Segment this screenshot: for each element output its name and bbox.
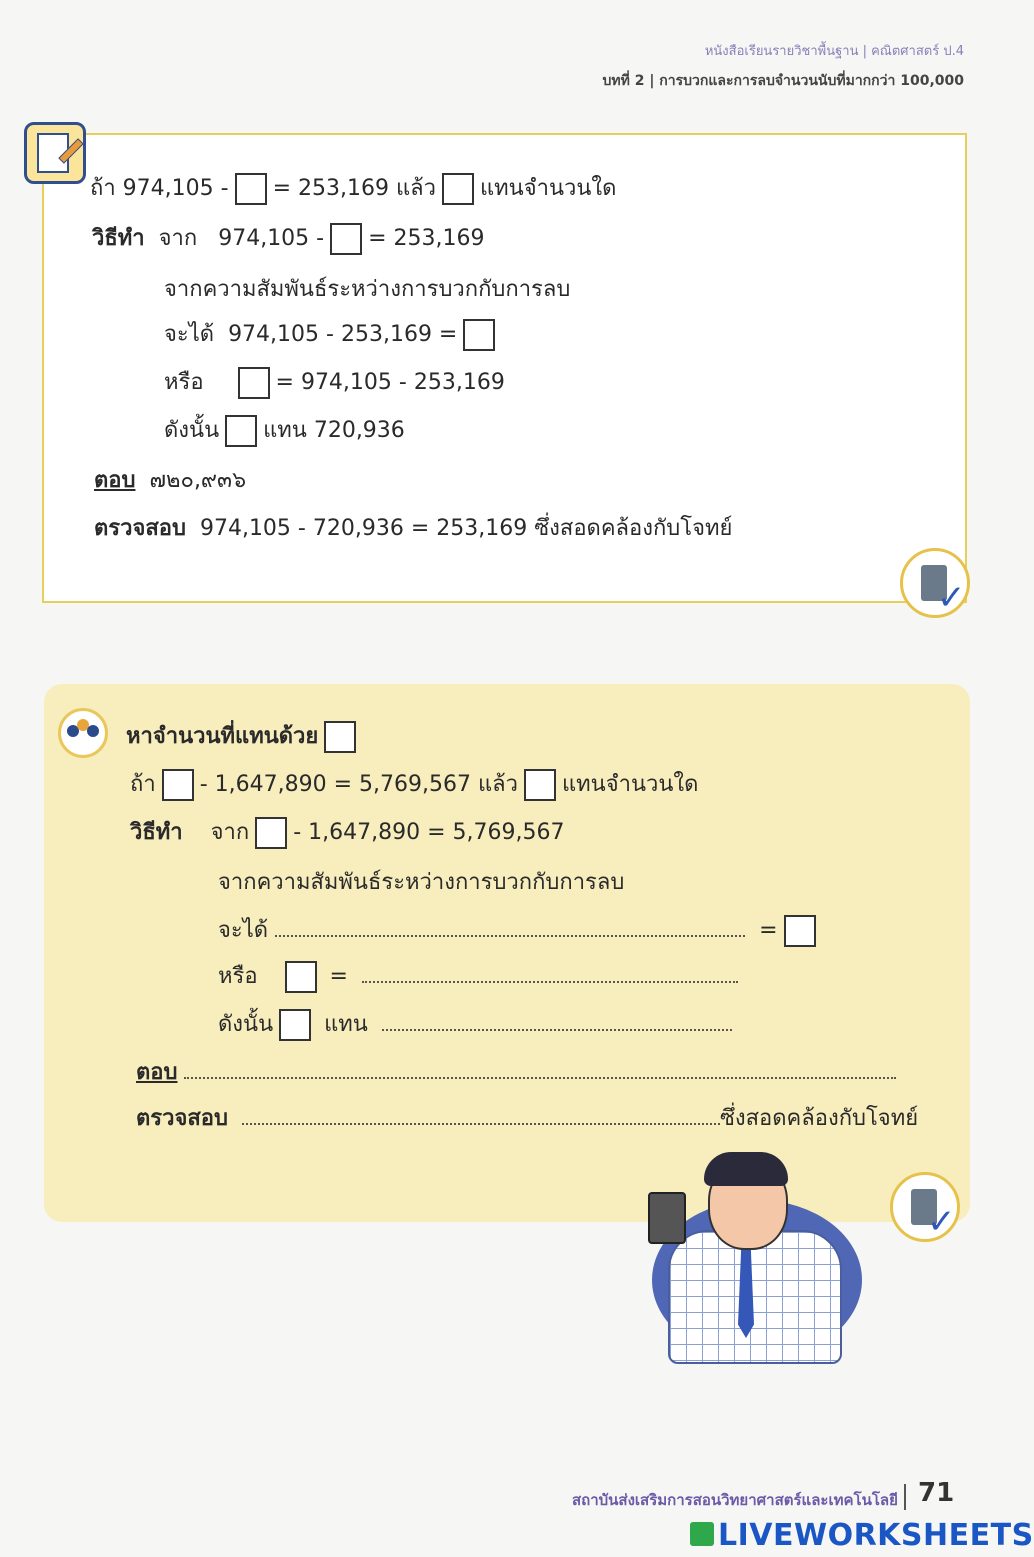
group-people-icon xyxy=(58,708,108,758)
exercise-title: หาจำนวนที่แทนด้วย xyxy=(126,718,362,753)
liveworksheets-logo: LIVEWORKSHEETS xyxy=(718,1518,1034,1553)
example-get: จะได้ 974,105 - 253,169 = xyxy=(164,316,501,351)
answer-box xyxy=(330,223,362,255)
answer-box[interactable] xyxy=(524,769,556,801)
publisher-name: สถาบันส่งเสริมการสอนวิทยาศาสตร์และเทคโนโลยี xyxy=(572,1491,898,1509)
chapter-title: บทที่ 2 | การบวกและการลบจำนวนนับที่มากกว่า 100,000 xyxy=(602,73,964,89)
note-pencil-icon xyxy=(24,122,86,184)
calculator-icon xyxy=(648,1192,686,1244)
answer-line[interactable] xyxy=(362,967,738,983)
exercise-answer: ตอบ xyxy=(136,1054,896,1089)
book-title: หนังสือเรียนรายวิชาพื้นฐาน | คณิตศาสตร์ ป.4 xyxy=(704,44,964,59)
footer-divider xyxy=(904,1484,906,1510)
answer-box xyxy=(324,721,356,753)
exercise-question: ถ้า - 1,647,890 = 5,769,567 แล้ว แทนจำนวนใด xyxy=(130,766,698,801)
answer-line[interactable] xyxy=(242,1109,720,1125)
calculator-check-icon: ✓ xyxy=(900,548,970,618)
character-body xyxy=(668,1230,842,1364)
example-so: ดังนั้น แทน 720,936 xyxy=(164,412,405,447)
answer-line[interactable] xyxy=(275,921,745,937)
calculator-check-icon: ✓ xyxy=(890,1172,960,1242)
exercise-or: หรือ = xyxy=(218,958,738,993)
exercise-relation: จากความสัมพันธ์ระหว่างการบวกกับการลบ xyxy=(218,870,625,895)
answer-box xyxy=(235,173,267,205)
answer-box[interactable] xyxy=(285,961,317,993)
exercise-box xyxy=(44,684,970,1222)
exercise-get: จะได้ = xyxy=(218,912,822,947)
character-hair xyxy=(704,1152,788,1186)
answer-box xyxy=(225,415,257,447)
example-method: วิธีทำ จาก 974,105 - = 253,169 xyxy=(92,220,485,255)
answer-line[interactable] xyxy=(184,1063,896,1079)
example-question: ถ้า 974,105 - = 253,169 แล้ว แทนจำนวนใด xyxy=(90,170,616,205)
example-answer: ตอบ ๗๒๐,๙๓๖ xyxy=(94,468,247,493)
answer-box[interactable] xyxy=(784,915,816,947)
answer-box[interactable] xyxy=(162,769,194,801)
answer-box xyxy=(442,173,474,205)
answer-box xyxy=(463,319,495,351)
exercise-method: วิธีทำ จาก - 1,647,890 = 5,769,567 xyxy=(130,814,565,849)
liveworksheets-logo-icon xyxy=(690,1522,714,1546)
example-relation: จากความสัมพันธ์ระหว่างการบวกกับการลบ xyxy=(164,277,571,302)
page-number: 71 xyxy=(918,1478,955,1508)
answer-box[interactable] xyxy=(255,817,287,849)
example-check: ตรวจสอบ 974,105 - 720,936 = 253,169 ซึ่งสอดคล้องกับโจทย์ xyxy=(94,516,733,541)
example-or: หรือ = 974,105 - 253,169 xyxy=(164,364,505,399)
answer-line[interactable] xyxy=(382,1015,732,1031)
exercise-check: ตรวจสอบ ซึ่งสอดคล้องกับโจทย์ xyxy=(136,1106,919,1131)
answer-box xyxy=(238,367,270,399)
answer-box[interactable] xyxy=(279,1009,311,1041)
exercise-so: ดังนั้น แทน xyxy=(218,1006,732,1041)
